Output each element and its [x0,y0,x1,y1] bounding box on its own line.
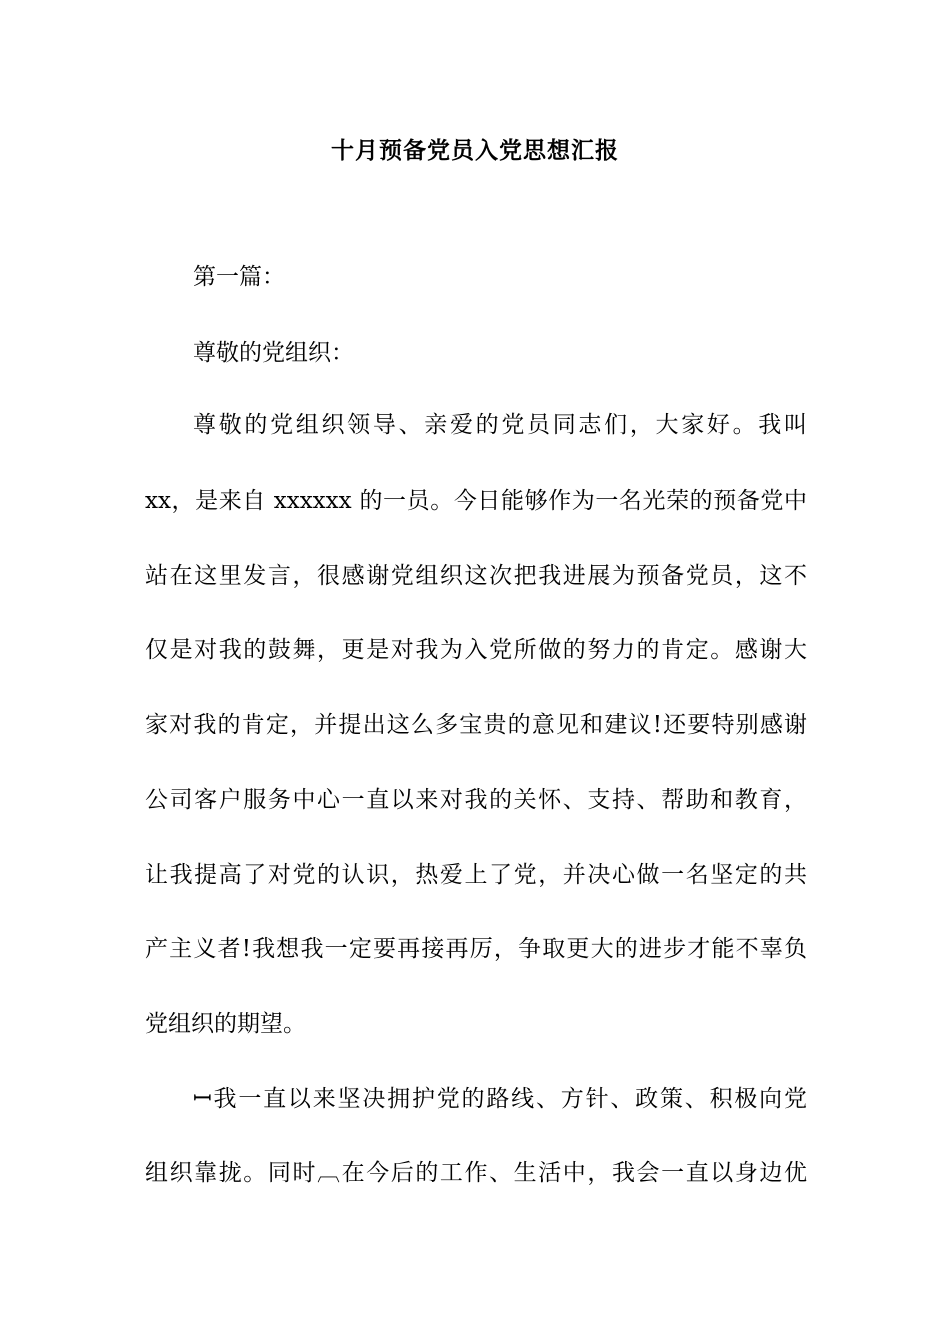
paragraph-line: 仅是对我的鼓舞，更是对我为入党所做的努力的肯定。感谢大 [145,637,807,663]
paragraph-line: 让我提高了对党的认识，热爱上了党，并决心做一名坚定的共 [145,862,807,888]
paragraph-line: xx，是来自 xxxxxx 的一员。今日能够作为一名光荣的预备党中 [145,488,807,514]
section-heading: 第一篇： [193,264,285,290]
paragraph-line: 家对我的肯定，并提出这么多宝贵的意见和建议!还要特别感谢 [145,712,807,738]
paragraph-line: 公司客户服务中心一直以来对我的关怀、支持、帮助和教育， [145,787,807,813]
document-title: 十月预备党员入党思想汇报 [331,138,619,164]
paragraph-line: ꟷ我一直以来坚决拥护党的路线、方针、政策、积极向党 [193,1086,807,1112]
paragraph-line: 尊敬的党组织领导、亲爱的党员同志们，大家好。我叫 [193,412,807,438]
salutation: 尊敬的党组织： [193,340,354,366]
paragraph-line: 组织靠拢。同时︹在今后的工作、生活中，我会一直以身边优 [145,1160,807,1186]
paragraph-line: 产主义者!我想我一定要再接再厉，争取更大的进步才能不辜负 [145,936,807,962]
paragraph-line: 站在这里发言，很感谢党组织这次把我进展为预备党员，这不 [145,563,807,589]
paragraph-line: 党组织的期望。 [145,1011,306,1037]
